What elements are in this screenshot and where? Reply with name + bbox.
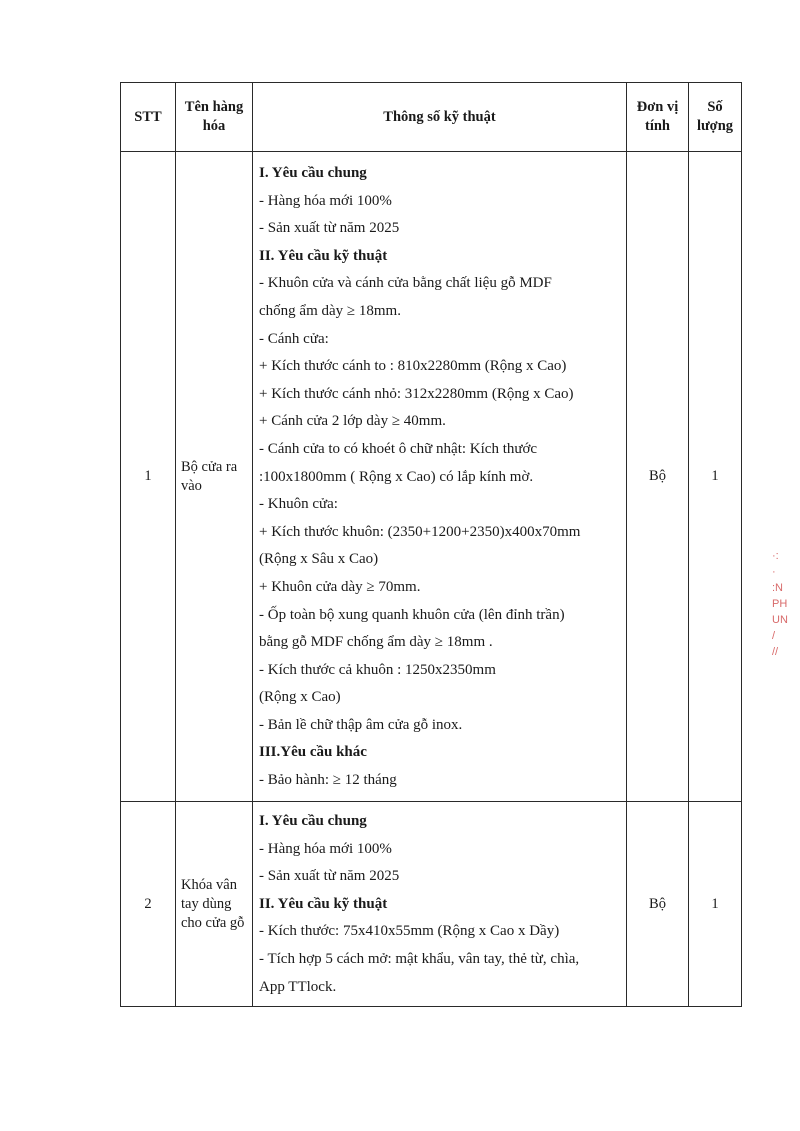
spec-line: - Ốp toàn bộ xung quanh khuôn cửa (lên đỉnh trần) — [259, 606, 565, 623]
spec-line: - Bản lề chữ thập âm cửa gỗ inox. — [259, 716, 463, 733]
spec-line: :100x1800mm ( Rộng x Cao) có lắp kính mờ. — [259, 468, 534, 485]
spec-line: - Sản xuất từ năm 2025 — [259, 220, 400, 237]
spec-line: III.Yêu cầu khác — [259, 744, 367, 761]
row-item-name: Khóa vân tay dùng cho cửa gỗ — [176, 802, 253, 1007]
spec-line: + Cánh cửa 2 lớp dày ≥ 40mm. — [259, 413, 446, 430]
stamp-text: PH — [772, 598, 788, 610]
header-spec: Thông số kỹ thuật — [253, 83, 627, 152]
stamp-text: :N — [772, 582, 783, 594]
spec-line: - Khuôn cửa và cánh cửa bằng chất liệu gỗ MDF — [259, 275, 552, 292]
spec-line: I. Yêu cầu chung — [259, 165, 367, 181]
header-qty: Số lượng — [689, 83, 742, 152]
header-stt: STT — [121, 83, 176, 152]
spec-line: II. Yêu cầu kỹ thuật — [259, 247, 388, 264]
row-spec-cell — [253, 152, 627, 802]
stamp-text: · — [772, 566, 776, 578]
spec-line: + Kích thước khuôn: (2350+1200+2350)x400x70mm — [259, 523, 581, 540]
table-row — [121, 152, 742, 802]
row-qty: 1 — [689, 802, 742, 1007]
row-stt: 1 — [121, 152, 176, 802]
spec-line: I. Yêu cầu chung — [259, 813, 367, 829]
row-qty: 1 — [689, 152, 742, 802]
header-row — [121, 83, 742, 152]
spec-line: - Kích thước: 75x410x55mm (Rộng x Cao x Dầy) — [259, 923, 560, 940]
stamp-text: ·: — [772, 550, 779, 562]
spec-line: chống ẩm dày ≥ 18mm. — [259, 302, 401, 319]
spec-table — [120, 82, 742, 1007]
stamp-text: / — [772, 630, 776, 642]
spec-line: - Hàng hóa mới 100% — [259, 840, 392, 857]
spec-line: App TTlock. — [259, 978, 337, 995]
row-unit: Bộ — [627, 802, 689, 1007]
spec-line: - Khuôn cửa: — [259, 496, 338, 513]
spec-line: bằng gỗ MDF chống ẩm dày ≥ 18mm . — [259, 634, 493, 651]
stamp-text: UN — [772, 614, 788, 626]
row-stt: 2 — [121, 802, 176, 1007]
spec-line: + Kích thước cánh to : 810x2280mm (Rộng x Cao) — [259, 358, 567, 375]
spec-line: (Rộng x Sâu x Cao) — [259, 551, 379, 568]
header-name: Tên hàng hóa — [176, 83, 253, 152]
spec-line: - Bảo hành: ≥ 12 tháng — [259, 772, 397, 789]
row-item-name: Bộ cửa ra vào — [176, 152, 253, 802]
spec-line: (Rộng x Cao) — [259, 689, 341, 706]
spec-line: + Kích thước cánh nhỏ: 312x2280mm (Rộng x Cao) — [259, 385, 574, 402]
header-unit: Đơn vị tính — [627, 83, 689, 152]
spec-line: + Khuôn cửa dày ≥ 70mm. — [259, 578, 421, 595]
spec-line: - Hàng hóa mới 100% — [259, 192, 392, 209]
spec-line: - Kích thước cả khuôn : 1250x2350mm — [259, 661, 496, 678]
table-row — [121, 802, 742, 1007]
spec-line: - Tích hợp 5 cách mở: mật khẩu, vân tay, thẻ từ, chìa, — [259, 950, 580, 967]
row-unit: Bộ — [627, 152, 689, 802]
spec-line: - Sản xuất từ năm 2025 — [259, 868, 400, 885]
spec-line: - Cánh cửa to có khoét ô chữ nhật: Kích thước — [259, 440, 538, 457]
stamp-fragment — [772, 548, 800, 698]
spec-line: - Cánh cửa: — [259, 330, 329, 347]
row-spec-cell — [253, 802, 627, 1007]
spec-line: II. Yêu cầu kỹ thuật — [259, 895, 388, 912]
stamp-text: // — [772, 646, 779, 658]
